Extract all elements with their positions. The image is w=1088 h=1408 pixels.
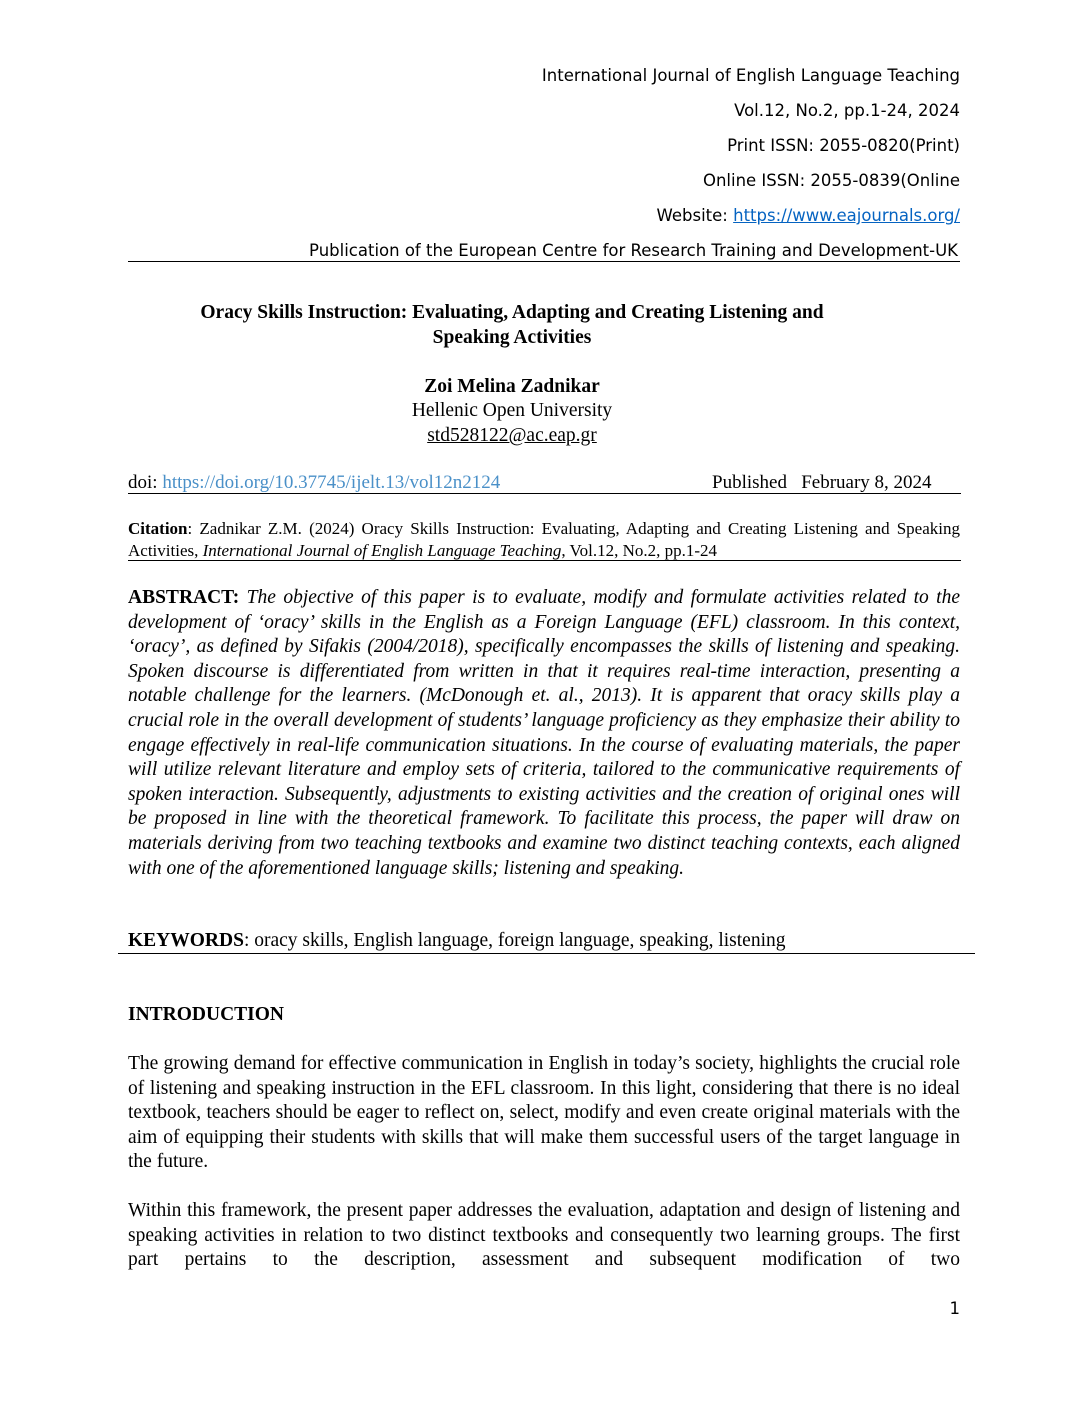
- citation-label: Citation: [128, 519, 188, 538]
- publisher-line: Publication of the European Centre for Research Training and Development-UK: [309, 241, 958, 260]
- abstract-text: The objective of this paper is to evaluate, modify and formulate activities related to the development of ‘oracy’ skills in the English as a Foreign Language (EFL) classroom. In this context, ‘oracy’, as defined by Sifakis (2004/2018), specifically encompasses the skills of listening and speaking. Spoken discourse is differentiated from written in that it requires real-time interaction, presenting a notable challenge for the learners. (McDonough et. al., 2013). It is apparent that oracy skills play a crucial role in the overall development of students’ language proficiency as they emphasize their ability to engage effectively in real-life communication situations. In the course of evaluating materials, the paper will utilize relevant literature and employ sets of criteria, tailored to the communicative requirements of spoken interaction. Subsequently, adjustments to existing activities and the creation of original ones will be proposed in line with the theoretical framework. To facilitate this process, the paper will draw on materials deriving from two teaching textbooks and examine two distinct teaching contexts, each aligned with one of the aforementioned language skills; listening and speaking.: [128, 587, 960, 879]
- keywords: [128, 929, 785, 953]
- print-issn: Print ISSN: 2055-0820(Print): [727, 136, 960, 155]
- paper-title-line1: Oracy Skills Instruction: Evaluating, Adapting and Creating Listening and: [200, 302, 824, 323]
- citation: [128, 518, 960, 561]
- abstract: [128, 586, 960, 881]
- intro-paragraph-2: Within this framework, the present paper addresses the evaluation, adaptation and design of listening and speaking activities in relation to two distinct textbooks and consequently two learning groups. The first part pertains to the description, assessment and subsequent modification of two: [128, 1200, 960, 1271]
- doi-line: [128, 471, 500, 495]
- paper-title-line2: Speaking Activities: [432, 327, 592, 348]
- citation-pages: , Vol.12, No.2, pp.1-24: [561, 540, 718, 560]
- citation-rule: [128, 560, 961, 561]
- website-label: Website:: [656, 206, 734, 225]
- published-date: Published February 8, 2024: [712, 472, 932, 493]
- citation-journal: International Journal of English Language Teaching: [202, 540, 562, 560]
- author-email[interactable]: std528122@ac.eap.gr: [427, 425, 597, 446]
- page-number: 1: [949, 1299, 960, 1318]
- doi-rule: [128, 493, 961, 494]
- header-rule: [128, 261, 960, 262]
- doi-link[interactable]: https://doi.org/10.37745/ijelt.13/vol12n2124: [162, 472, 501, 493]
- author-email-line: [128, 423, 896, 448]
- keywords-text: : oracy skills, English language, foreign language, speaking, listening: [243, 930, 786, 951]
- journal-name: International Journal of English Language Teaching: [541, 66, 960, 85]
- author-affiliation: Hellenic Open University: [411, 400, 613, 421]
- website-link[interactable]: https://www.eajournals.org/: [733, 206, 960, 225]
- online-issn: Online ISSN: 2055-0839(Online: [702, 171, 960, 190]
- doi-label: doi:: [128, 472, 163, 493]
- volume-info: Vol.12, No.2, pp.1-24, 2024: [734, 101, 960, 120]
- intro-paragraph-1: The growing demand for effective communication in English in today’s society, highlights the crucial role of listening and speaking instruction in the EFL classroom. In this light, considering that there is no ideal textbook, teachers should be eager to reflect on, select, modify and even create original materials with the aim of equipping their students with skills that will make them successful users of the target language in the future.: [128, 1053, 960, 1173]
- keywords-label: KEYWORDS: [128, 930, 244, 951]
- website-line: [657, 206, 960, 226]
- keywords-rule: [118, 953, 975, 954]
- author-name: Zoi Melina Zadnikar: [424, 376, 600, 397]
- abstract-label: ABSTRACT:: [128, 587, 240, 608]
- section-heading-introduction: INTRODUCTION: [128, 1004, 285, 1025]
- citation-text: : Zadnikar Z.M. (2024) Oracy Skills Instruction: Evaluating, Adapting and Creating Listening and Speaking Activities,: [128, 519, 960, 560]
